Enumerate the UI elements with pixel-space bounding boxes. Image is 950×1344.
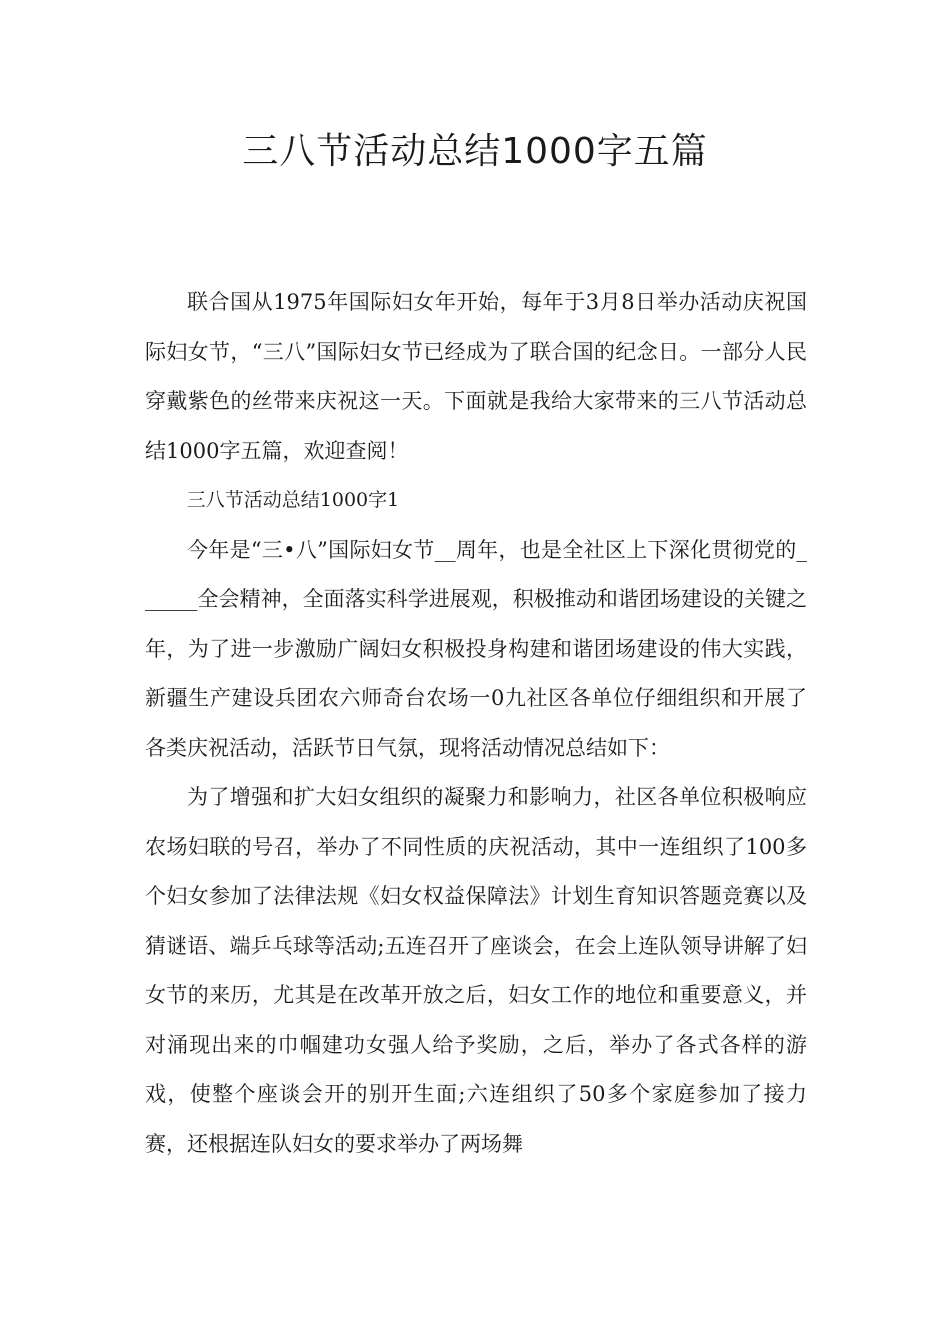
body-paragraph-2: 为了增强和扩大妇女组织的凝聚力和影响力，社区各单位积极响应农场妇联的号召，举办了不同性质的庆祝活动，其中一连组织了100多个妇女参加了法律法规《妇女权益保障法》计划生育知识答题竞赛以及猜谜语、端乒乓球等活动;五连召开了座谈会，在会上连队领导讲解了妇女节的来历，尤其是在改革开放之后，妇女工作的地位和重要意义，并对涌现出来的巾帼建功女强人给予奖励，之后，举办了各式各样的游戏，使整个座谈会开的别开生面;六连组织了50多个家庭参加了接力赛，还根据连队妇女的要求举办了两场舞 [145,785,807,1156]
intro-paragraph: 联合国从1975年国际妇女年开始，每年于3月8日举办活动庆祝国际妇女节，“三八”国际妇女节已经成为了联合国的纪念日。一部分人民穿戴紫色的丝带来庆祝这一天。下面就是我给大家带来的三八节活动总结1000字五篇，欢迎查阅！ [145,290,807,463]
body-paragraph-1: 今年是“三•八”国际妇女节__周年，也是全社区上下深化贯彻党的______全会精神，全面落实科学进展观，积极推动和谐团场建设的关键之年，为了进一步激励广阔妇女积极投身构建和谐团场建设的伟大实践，新疆生产建设兵团农六师奇台农场一0九社区各单位仔细组织和开展了各类庆祝活动，活跃节日气氛，现将活动情况总结如下： [145,537,807,760]
document-title: 三八节活动总结1000字五篇 [242,131,708,172]
document-body [145,278,807,1169]
section-heading: 三八节活动总结1000字1 [186,489,400,511]
